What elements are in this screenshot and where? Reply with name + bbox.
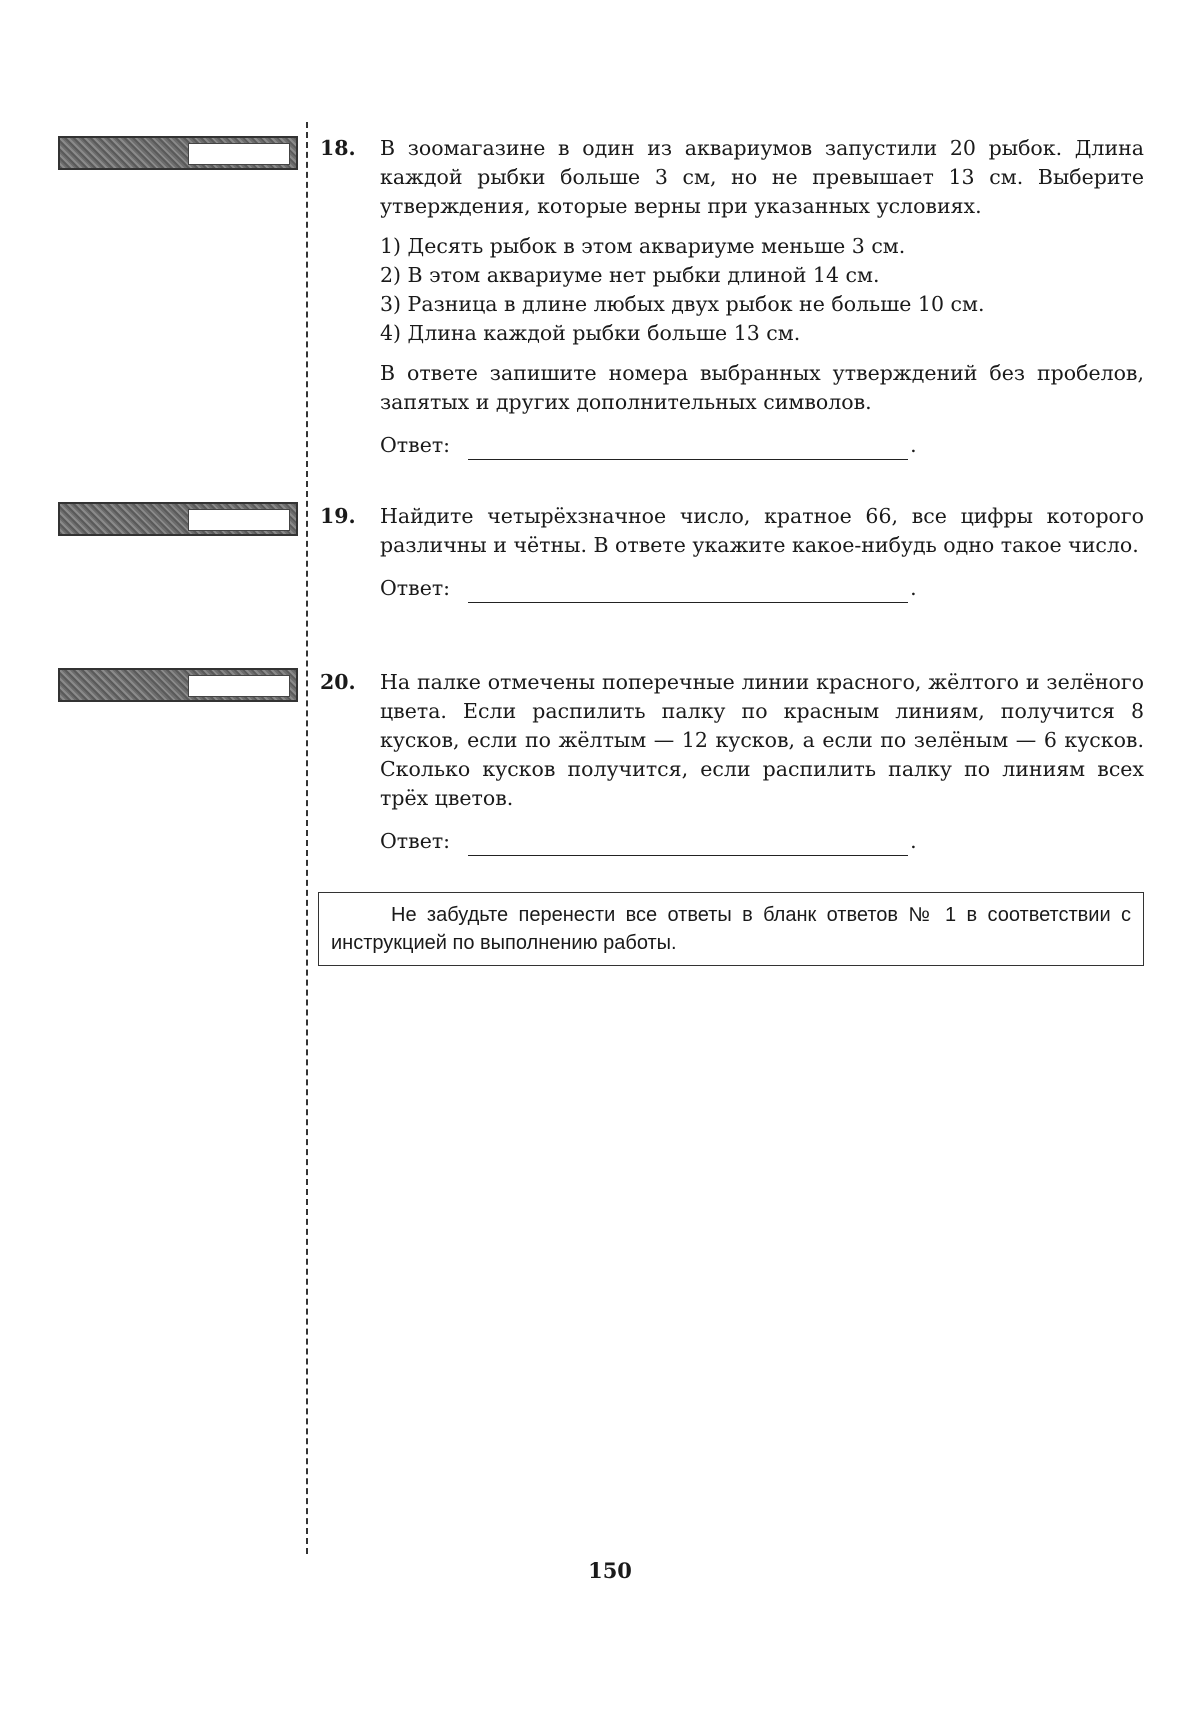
cut-line xyxy=(306,122,308,1554)
options-list xyxy=(380,232,1144,348)
answer-cell-18[interactable] xyxy=(188,143,290,165)
answer-cell-20[interactable] xyxy=(188,675,290,697)
task-text: На палке отмечены поперечные линии красного, жёлтого и зелёного цвета. Если распилить палку по красным линиям, получится 8 кусков, если по жёлтым — 12 кусков, а если по зелёным — 6 кусков. Сколько кусков получится, если распилить палку по линиям всех трёх цветов. xyxy=(380,670,1144,810)
answer-box-20 xyxy=(58,668,298,702)
answer-label: Ответ: xyxy=(380,829,451,853)
answer-box-18 xyxy=(58,136,298,170)
reminder-box: Не забудьте перенести все ответы в бланк ответов № 1 в соответствии с инструкцией по выполнению работы. xyxy=(318,892,1144,966)
task-note: В ответе запишите номера выбранных утверждений без пробелов, запятых и других дополнительных символов. xyxy=(380,361,1144,414)
task-18 xyxy=(318,134,1144,460)
answer-line: Ответ: . xyxy=(380,574,1144,603)
page-number: 150 xyxy=(588,1558,632,1583)
option-3: 3) Разница в длине любых двух рыбок не больше 10 см. xyxy=(380,292,985,316)
task-text: Найдите четырёхзначное число, кратное 66, все цифры которого различны и чётны. В ответе укажите какое-нибудь одно такое число. xyxy=(380,504,1144,557)
answer-blank[interactable] xyxy=(468,835,908,856)
answer-line: Ответ: . xyxy=(380,431,1144,460)
task-text: В зоомагазине в один из аквариумов запустили 20 рыбок. Длина каждой рыбки больше 3 см, но не превышает 13 см. Выберите утверждения, которые верны при указанных условиях. xyxy=(380,136,1144,218)
task-number: 18. xyxy=(320,136,356,160)
answer-blank[interactable] xyxy=(468,582,908,603)
task-number: 20. xyxy=(320,670,356,694)
option-4: 4) Длина каждой рыбки больше 13 см. xyxy=(380,321,801,345)
option-1: 1) Десять рыбок в этом аквариуме меньше 3 см. xyxy=(380,234,906,258)
task-number: 19. xyxy=(320,504,356,528)
answer-label: Ответ: xyxy=(380,433,451,457)
task-20 xyxy=(318,668,1144,856)
answer-line: Ответ: . xyxy=(380,827,1144,856)
option-2: 2) В этом аквариуме нет рыбки длиной 14 см. xyxy=(380,263,880,287)
answer-blank[interactable] xyxy=(468,439,908,460)
task-19 xyxy=(318,502,1144,603)
answer-box-19 xyxy=(58,502,298,536)
answer-cell-19[interactable] xyxy=(188,509,290,531)
answer-label: Ответ: xyxy=(380,576,451,600)
